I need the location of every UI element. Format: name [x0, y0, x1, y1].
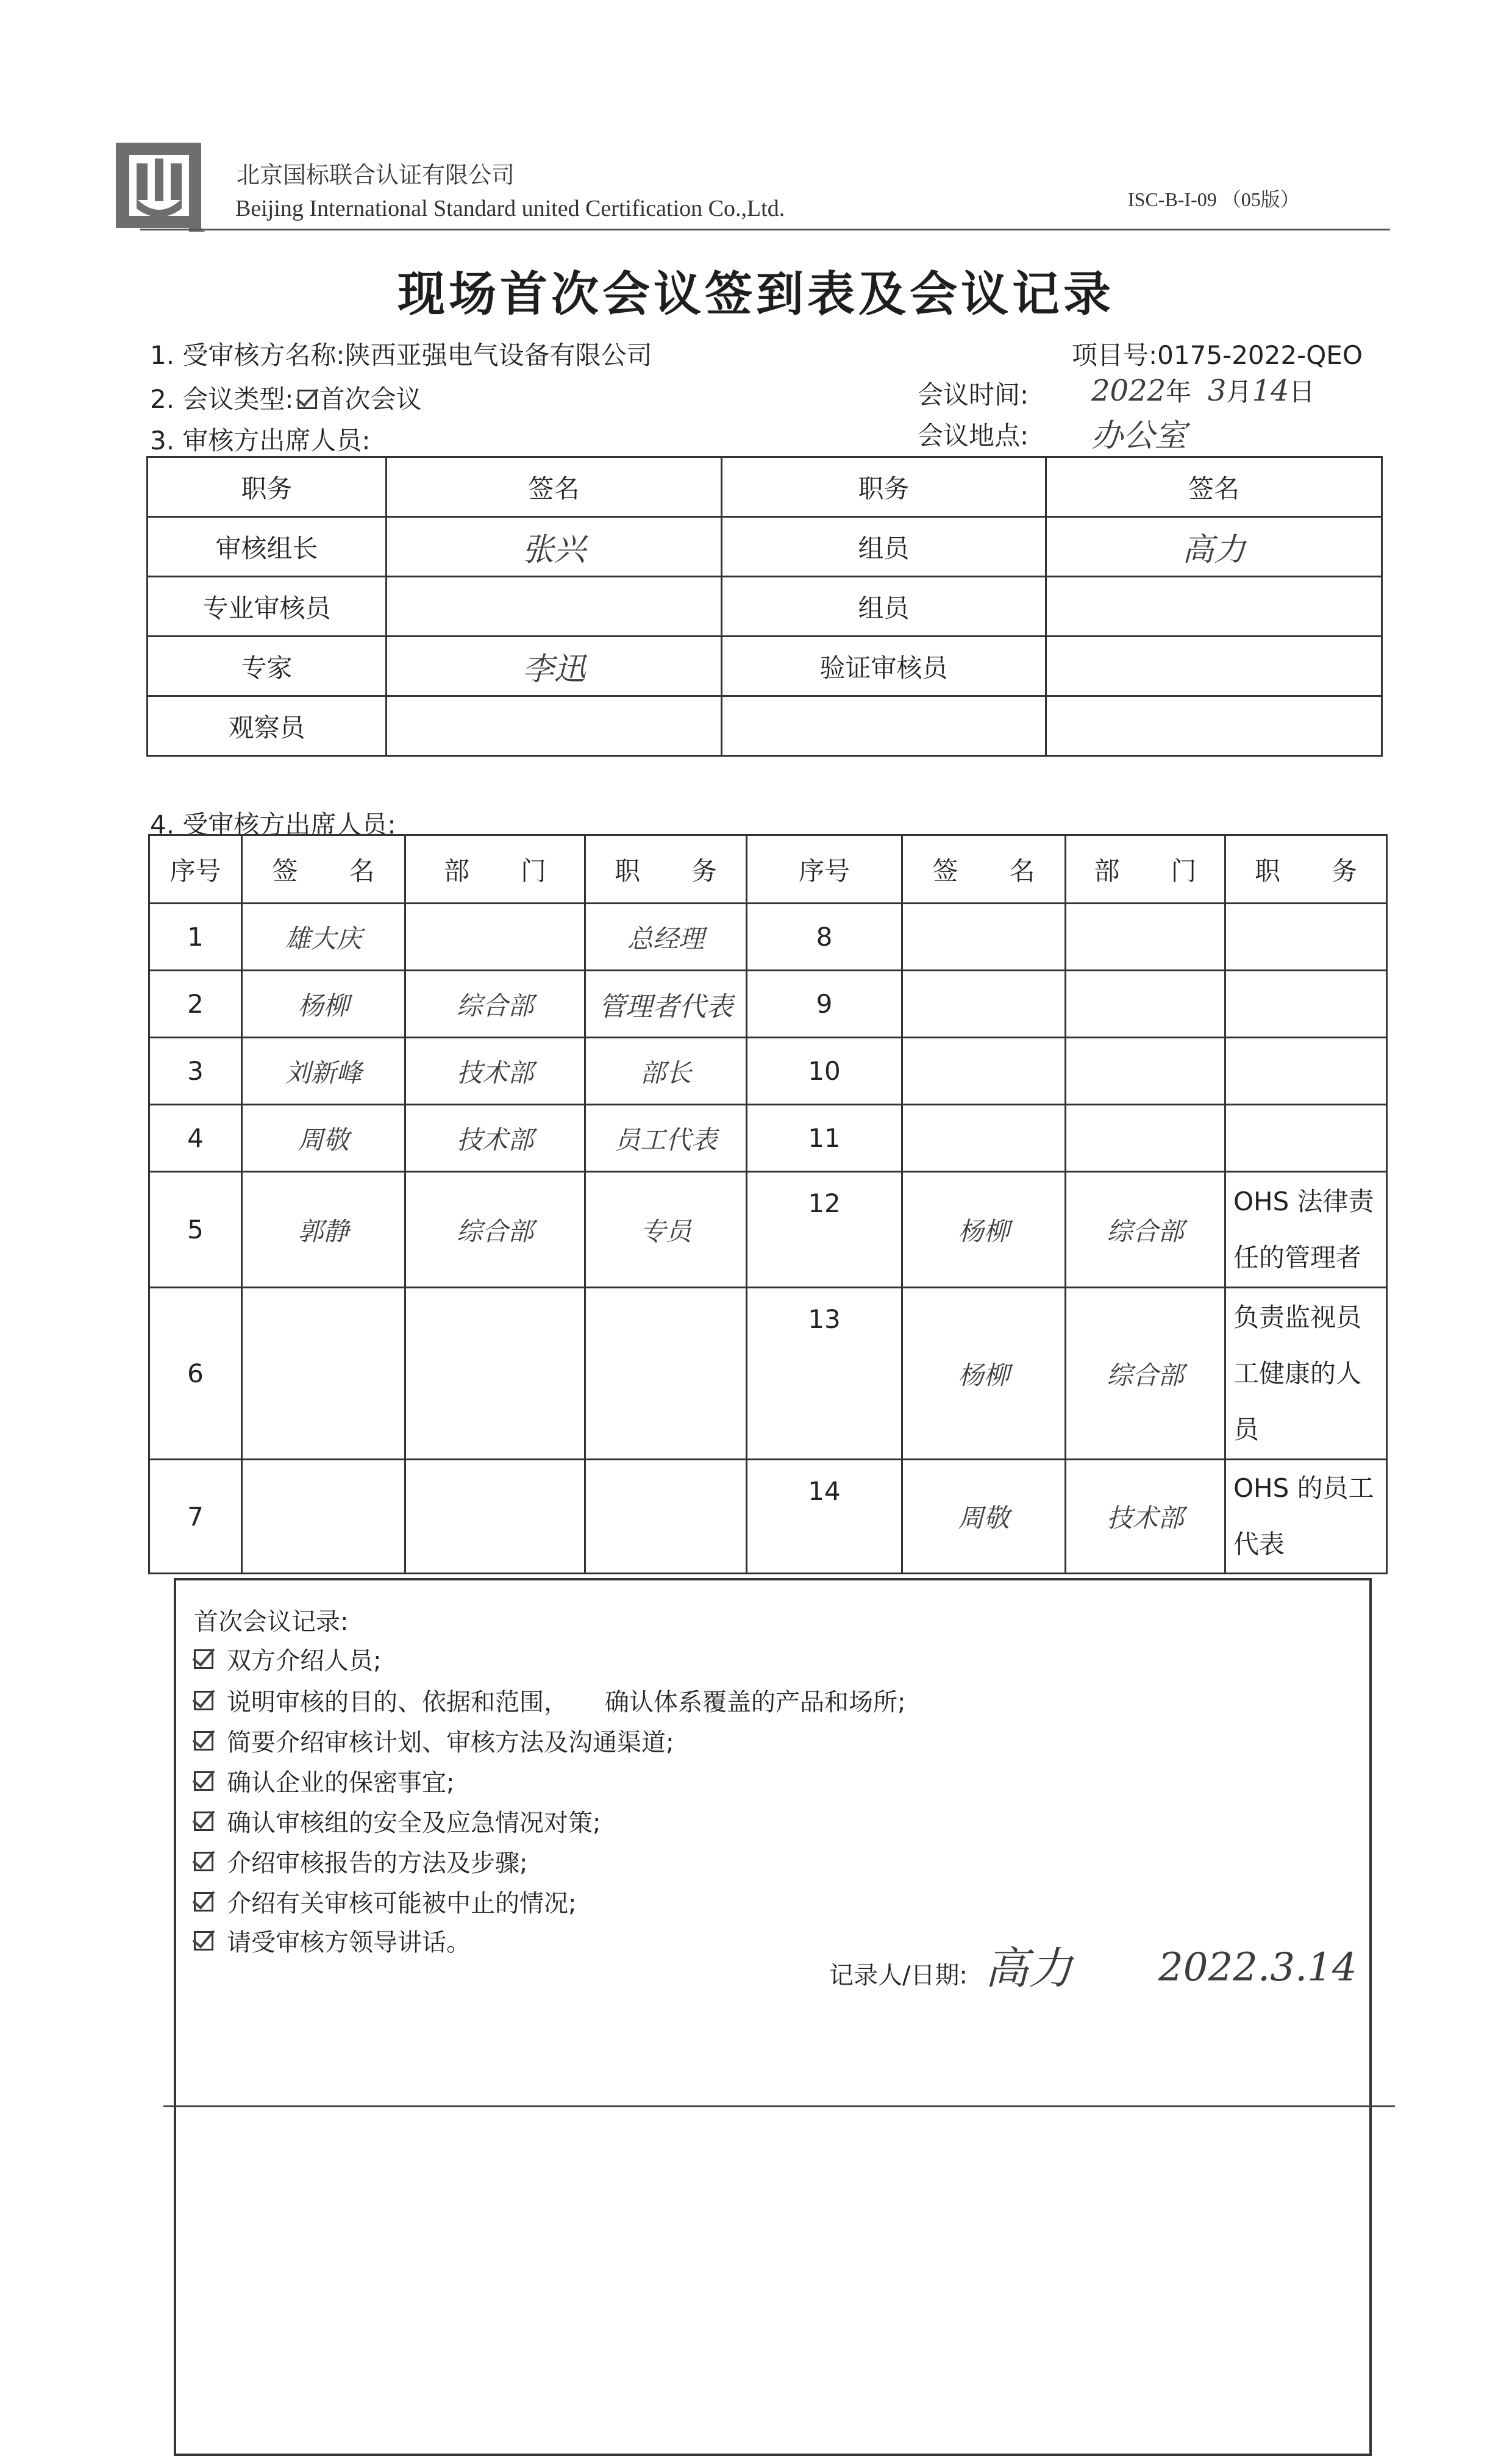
row-no: 1	[149, 904, 242, 971]
auditor-row	[148, 637, 1382, 696]
recorder-date-label: 记录人/日期:	[829, 1962, 968, 1990]
attendee-signature: 杨柳	[902, 1172, 1066, 1288]
attendee-row	[149, 1460, 1387, 1574]
header-department: 部 门	[405, 835, 585, 904]
attendee-signature: 雄大庆	[242, 904, 405, 971]
attendee-signature: 周敬	[902, 1460, 1066, 1574]
auditor-role: 观察员	[148, 696, 387, 756]
attendee-signature: 杨柳	[902, 1288, 1066, 1460]
attendee-department	[1066, 904, 1225, 971]
attendee-duty: 总经理	[585, 904, 747, 971]
attendee-row	[149, 1172, 1387, 1288]
meeting-day: 14	[1252, 374, 1289, 408]
attendee-signature	[242, 1288, 405, 1460]
attendee-department	[405, 1460, 585, 1574]
checklist-item-text: 介绍审核报告的方法及步骤;	[227, 1849, 528, 1877]
header-no: 序号	[149, 835, 242, 904]
attendee-department: 综合部	[405, 971, 585, 1038]
attendee-signature	[242, 1460, 405, 1574]
checklist-item	[194, 1641, 381, 1676]
auditor-row	[148, 696, 1382, 756]
attendee-duty	[585, 1288, 747, 1460]
attendee-signature	[902, 1105, 1066, 1172]
checklist-item	[194, 1923, 471, 1958]
auditee-signin-table	[148, 834, 1388, 1574]
auditor-attendees-label: 3. 审核方出席人员:	[150, 426, 371, 455]
attendee-signature: 刘新峰	[242, 1038, 405, 1105]
meeting-time-label: 会议时间:	[918, 380, 1029, 410]
header-signature: 签 名	[902, 835, 1066, 904]
row-no: 5	[149, 1172, 242, 1288]
meeting-year-unit: 年	[1166, 377, 1192, 407]
attendee-row	[149, 1038, 1387, 1105]
header-role: 职务	[148, 457, 387, 517]
meeting-day-unit: 日	[1289, 377, 1315, 407]
attendee-signature: 杨柳	[242, 971, 405, 1038]
auditor-row	[148, 517, 1382, 577]
auditor-signature: 高力	[1046, 517, 1382, 577]
attendee-department	[405, 1288, 585, 1460]
attendee-department	[405, 904, 585, 971]
auditee-value: 陕西亚强电气设备有限公司	[344, 340, 652, 370]
company-logo-icon	[113, 140, 210, 233]
row-no: 4	[149, 1105, 242, 1172]
row-no: 12	[747, 1172, 902, 1288]
attendee-signature	[902, 1038, 1066, 1105]
checked-box-icon	[194, 1691, 213, 1710]
checklist-item	[194, 1683, 905, 1718]
checklist-item	[194, 1723, 674, 1758]
attendee-row	[149, 1105, 1387, 1172]
header-signature: 签 名	[242, 835, 405, 904]
auditor-role: 专业审核员	[148, 577, 387, 637]
project-number: 项目号:0175-2022-QEO	[1072, 340, 1363, 370]
attendee-department: 综合部	[1066, 1172, 1225, 1288]
attendee-signature: 郭静	[242, 1172, 405, 1288]
attendee-department: 综合部	[1066, 1288, 1225, 1460]
meeting-month: 3	[1207, 374, 1227, 408]
record-date: 2022.3.14	[1158, 1945, 1357, 1990]
attendee-duty	[1225, 1105, 1387, 1172]
attendee-duty	[1225, 1038, 1387, 1105]
auditor-role: 组员	[722, 517, 1046, 577]
document-title: 现场首次会议签到表及会议记录	[397, 267, 1114, 322]
meeting-place-value: 办公室	[1091, 418, 1187, 454]
header-no: 序号	[747, 835, 902, 904]
row-no: 6	[149, 1288, 242, 1460]
company-name-en: Beijing International Standard united Certification Co.,Ltd.	[235, 196, 785, 221]
auditee-name-row	[150, 335, 652, 372]
header-role: 职务	[722, 457, 1046, 517]
row-no: 11	[747, 1105, 902, 1172]
attendee-department	[1066, 1038, 1225, 1105]
checklist-item-text: 简要介绍审核计划、审核方法及沟通渠道;	[227, 1729, 674, 1757]
auditor-signature	[387, 577, 722, 637]
attendee-row	[149, 904, 1387, 971]
attendee-duty	[1225, 971, 1387, 1038]
row-no: 7	[149, 1460, 242, 1574]
auditor-role	[722, 696, 1046, 756]
attendee-duty: 管理者代表	[585, 971, 747, 1038]
row-no: 13	[747, 1288, 902, 1460]
checklist-item	[194, 1884, 576, 1919]
row-no: 3	[149, 1038, 242, 1105]
attendee-department	[1066, 971, 1225, 1038]
recorder-signature: 高力	[985, 1943, 1073, 1994]
company-name-cn: 北京国标联合认证有限公司	[237, 162, 515, 188]
meeting-place-label: 会议地点:	[918, 421, 1029, 451]
checked-box-icon	[194, 1649, 213, 1669]
meeting-month-unit: 月	[1226, 377, 1252, 407]
attendee-row	[149, 1288, 1387, 1460]
attendee-signature: 周敬	[242, 1105, 405, 1172]
auditor-role: 验证审核员	[722, 637, 1046, 696]
first-meeting-checkbox	[298, 390, 317, 409]
checked-box-icon	[194, 1852, 213, 1871]
form-code: ISC-B-I-09 （05版）	[1128, 188, 1300, 210]
checklist-item	[194, 1844, 527, 1879]
row-no: 10	[747, 1038, 902, 1105]
header-duty: 职 务	[1225, 835, 1387, 904]
attendee-department	[1066, 1105, 1225, 1172]
attendee-department: 综合部	[405, 1172, 585, 1288]
attendee-duty: 负责监视员工健康的人员	[1225, 1288, 1387, 1460]
meeting-record-title: 首次会议记录:	[194, 1608, 349, 1636]
header-duty: 职 务	[585, 835, 747, 904]
attendee-department: 技术部	[405, 1105, 585, 1172]
auditor-signature	[1046, 696, 1382, 756]
checked-box-icon	[194, 1931, 213, 1951]
attendee-duty: OHS 法律责任的管理者	[1225, 1172, 1387, 1288]
checklist-item-text: 请受审核方领导讲话。	[227, 1929, 471, 1957]
row-no: 2	[149, 971, 242, 1038]
checklist-item-text: 双方介绍人员;	[227, 1647, 382, 1675]
row-no: 14	[747, 1460, 902, 1574]
checked-box-icon	[194, 1892, 213, 1912]
auditor-table-header	[148, 457, 1382, 517]
attendee-duty	[1225, 904, 1387, 971]
attendee-duty: 员工代表	[585, 1105, 747, 1172]
auditor-role: 组员	[722, 577, 1046, 637]
checked-box-icon	[194, 1771, 213, 1791]
attendee-row	[149, 971, 1387, 1038]
auditor-role: 专家	[148, 637, 387, 696]
attendee-duty: 部长	[585, 1038, 747, 1105]
checklist-item-text: 介绍有关审核可能被中止的情况;	[227, 1890, 577, 1918]
attendee-duty	[585, 1460, 747, 1574]
attendee-signature	[902, 904, 1066, 971]
auditor-signature: 李迅	[387, 637, 722, 696]
meeting-type-label: 2. 会议类型:	[150, 384, 294, 414]
attendee-table-header	[149, 835, 1387, 904]
header-divider	[140, 229, 1390, 230]
checklist-item	[194, 1804, 601, 1838]
checklist-item-text: 说明审核的目的、依据和范围， 确认体系覆盖的产品和场所;	[227, 1688, 906, 1716]
checklist-item-text: 确认企业的保密事宜;	[227, 1769, 455, 1797]
checklist-item-text: 确认审核组的安全及应急情况对策;	[227, 1809, 601, 1837]
meeting-time-value	[1091, 372, 1315, 409]
auditor-role: 审核组长	[148, 517, 387, 577]
header-signature: 签名	[1046, 457, 1382, 517]
header-signature: 签名	[387, 457, 722, 517]
auditor-row	[148, 577, 1382, 637]
attendee-duty: 专员	[585, 1172, 747, 1288]
meeting-year: 2022	[1091, 374, 1166, 408]
meeting-type-row	[150, 379, 422, 416]
row-no: 9	[747, 971, 902, 1038]
auditee-label: 1. 受审核方名称:	[150, 340, 345, 370]
auditor-signature	[1046, 577, 1382, 637]
checked-box-icon	[194, 1812, 213, 1831]
attendee-department: 技术部	[405, 1038, 585, 1105]
attendee-duty: OHS 的员工代表	[1225, 1460, 1387, 1574]
checked-box-icon	[194, 1731, 213, 1751]
auditor-signin-table	[146, 456, 1383, 757]
footer-divider	[163, 2105, 1395, 2107]
auditor-signature	[387, 696, 722, 756]
attendee-department: 技术部	[1066, 1460, 1225, 1574]
auditor-signature: 张兴	[387, 517, 722, 577]
meeting-type-value: 首次会议	[319, 384, 422, 414]
header-department: 部 门	[1066, 835, 1225, 904]
checklist-item	[194, 1763, 454, 1798]
attendee-signature	[902, 971, 1066, 1038]
auditor-signature	[1046, 637, 1382, 696]
auditee-attendees-label: 4. 受审核方出席人员:	[150, 810, 396, 840]
row-no: 8	[747, 904, 902, 971]
